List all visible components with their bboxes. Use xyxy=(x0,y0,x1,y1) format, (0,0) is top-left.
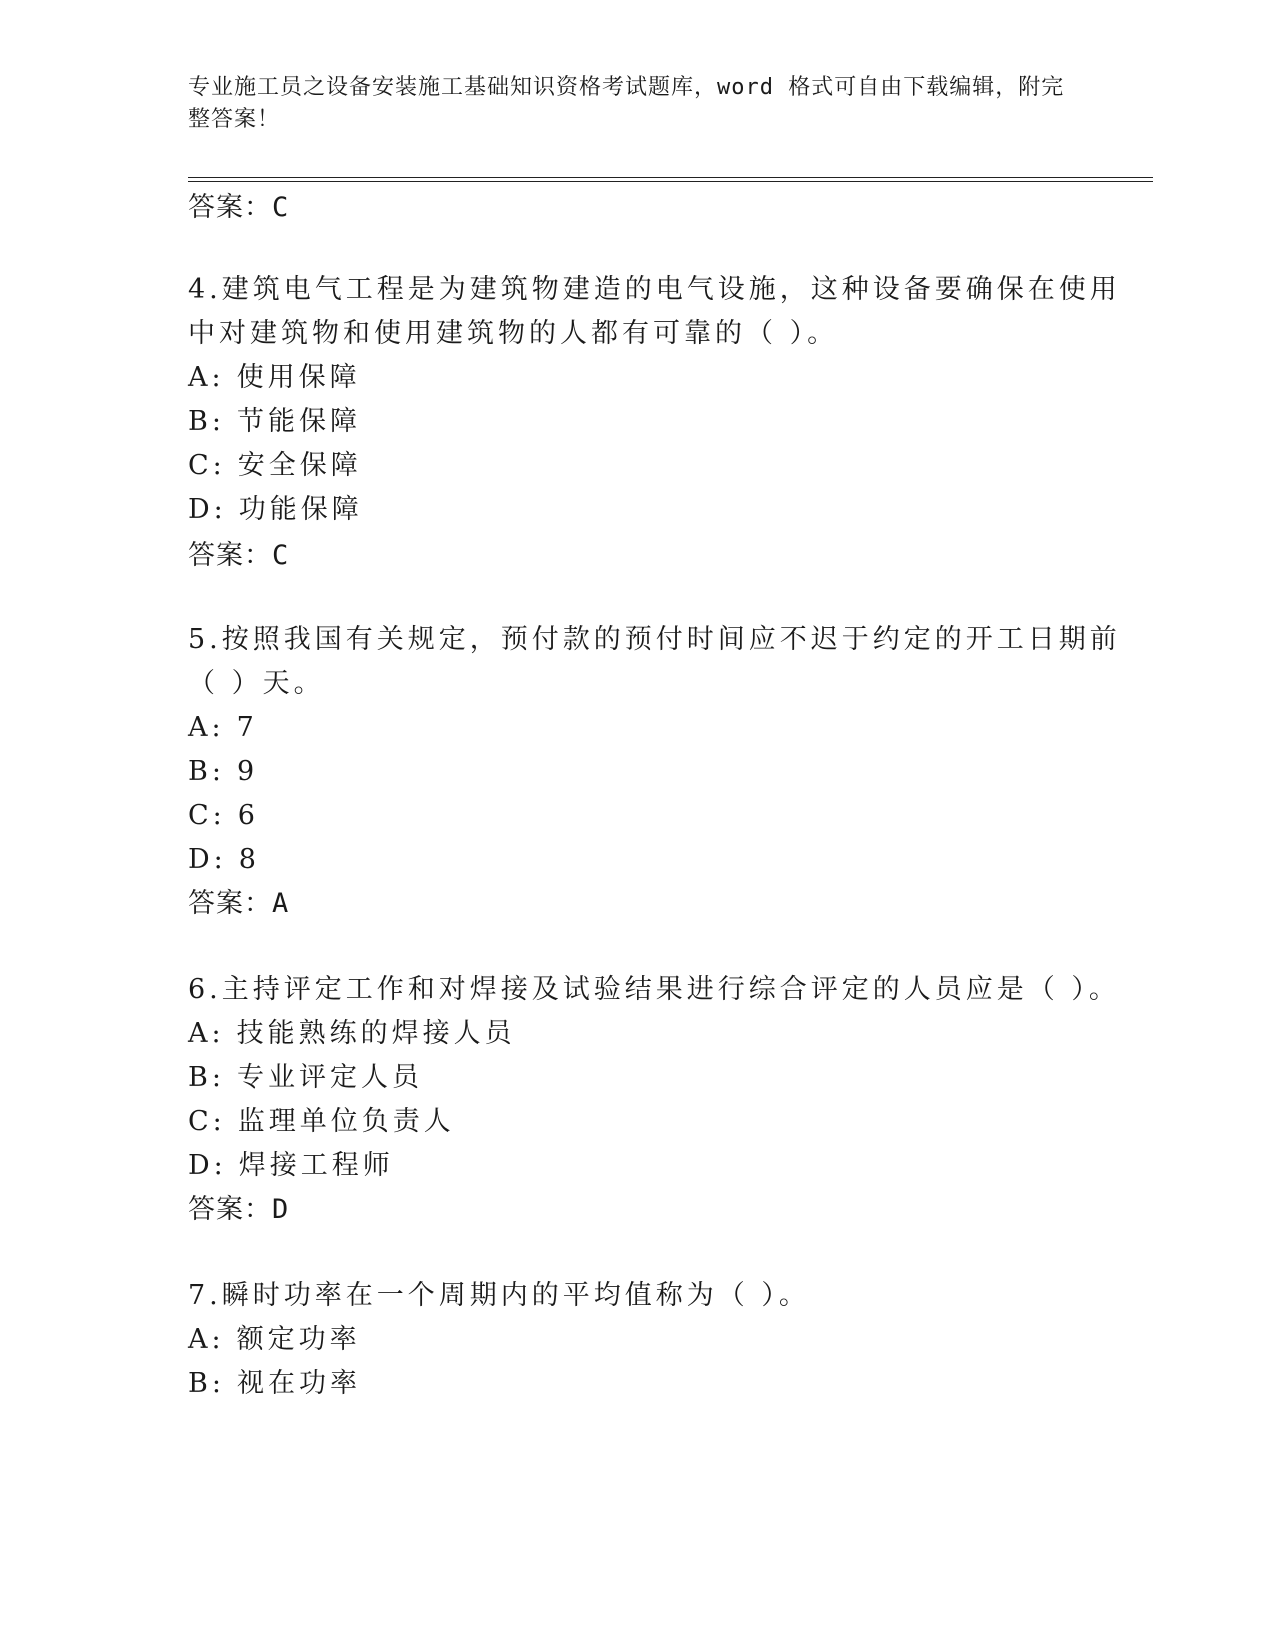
answer-line xyxy=(188,886,289,922)
option-letter: B xyxy=(188,406,212,437)
option-a xyxy=(188,1016,516,1052)
option-text: 8 xyxy=(238,844,260,875)
option-text: 视在功率 xyxy=(236,1368,361,1399)
answer-label: 答案： xyxy=(188,540,272,571)
option-separator: : xyxy=(212,450,222,481)
option-a xyxy=(188,1322,361,1358)
answer-value: A xyxy=(272,888,290,919)
option-letter: A xyxy=(188,362,212,393)
option-letter: D xyxy=(188,844,214,875)
option-text: 使用保障 xyxy=(236,362,361,393)
option-text: 监理单位负责人 xyxy=(237,1106,455,1137)
option-separator: : xyxy=(213,494,223,525)
option-letter: D xyxy=(188,1150,214,1181)
option-c xyxy=(188,448,362,484)
answer-label: 答案： xyxy=(188,888,272,919)
header-divider xyxy=(188,177,1153,178)
question-stem: 6.主持评定工作和对焊接及试验结果进行综合评定的人员应是（ ）。 xyxy=(188,974,1120,1005)
option-c xyxy=(188,798,259,834)
question-stem-continued: 中对建筑物和使用建筑物的人都有可靠的（ ）。 xyxy=(188,318,839,349)
answer-line xyxy=(188,190,289,226)
option-separator: : xyxy=(211,1368,221,1399)
option-text: 额定功率 xyxy=(236,1324,361,1355)
option-text: 7 xyxy=(236,712,258,743)
option-separator: : xyxy=(211,756,221,787)
option-a xyxy=(188,360,361,396)
option-letter: A xyxy=(188,712,212,743)
option-letter: C xyxy=(188,1106,213,1137)
answer-label: 答案： xyxy=(188,1194,272,1225)
option-letter: B xyxy=(188,1062,212,1093)
option-letter: C xyxy=(188,450,213,481)
option-letter: B xyxy=(188,1368,212,1399)
option-text: 焊接工程师 xyxy=(238,1150,394,1181)
option-separator: : xyxy=(211,406,221,437)
question-stem: 4.建筑电气工程是为建筑物建造的电气设施，这种设备要确保在使用 xyxy=(188,274,1121,305)
answer-value: C xyxy=(272,540,290,571)
question-stem-continued: （ ）天。 xyxy=(188,668,325,699)
question-stem: 7.瞬时功率在一个周期内的平均值称为（ ）。 xyxy=(188,1280,810,1311)
option-d xyxy=(188,1148,394,1184)
option-separator: : xyxy=(211,712,221,743)
option-text: 专业评定人员 xyxy=(236,1062,423,1093)
option-d xyxy=(188,492,363,528)
option-a xyxy=(188,710,258,746)
answer-label: 答案： xyxy=(188,192,272,223)
option-separator: : xyxy=(211,1062,221,1093)
option-separator: : xyxy=(211,362,221,393)
option-c xyxy=(188,1104,455,1140)
option-letter: C xyxy=(188,800,213,831)
option-text: 6 xyxy=(237,800,259,831)
option-letter: B xyxy=(188,756,212,787)
option-text: 9 xyxy=(236,756,259,787)
option-text: 节能保障 xyxy=(236,406,361,437)
option-letter: D xyxy=(188,494,214,525)
option-separator: : xyxy=(213,1150,223,1181)
option-separator: : xyxy=(211,1018,221,1049)
page-header: 专业施工员之设备安装施工基础知识资格考试题库，word 格式可自由下载编辑，附完整答案！ xyxy=(188,75,1065,132)
option-separator: : xyxy=(211,1324,221,1355)
option-b xyxy=(188,1366,361,1402)
option-letter: A xyxy=(188,1018,212,1049)
option-text: 技能熟练的焊接人员 xyxy=(236,1018,516,1049)
answer-value: D xyxy=(272,1194,290,1225)
answer-value: C xyxy=(272,192,290,223)
option-b xyxy=(188,404,361,440)
answer-line xyxy=(188,1192,289,1228)
option-separator: : xyxy=(213,844,223,875)
option-separator: : xyxy=(212,800,222,831)
header-divider-second xyxy=(188,181,1153,182)
question-stem: 5.按照我国有关规定，预付款的预付时间应不迟于约定的开工日期前 xyxy=(188,624,1121,655)
answer-line xyxy=(188,538,289,574)
option-b xyxy=(188,1060,423,1096)
option-text: 安全保障 xyxy=(237,450,362,481)
option-d xyxy=(188,842,260,878)
option-b xyxy=(188,754,258,790)
option-text: 功能保障 xyxy=(238,494,363,525)
option-letter: A xyxy=(188,1324,212,1355)
option-separator: : xyxy=(212,1106,222,1137)
